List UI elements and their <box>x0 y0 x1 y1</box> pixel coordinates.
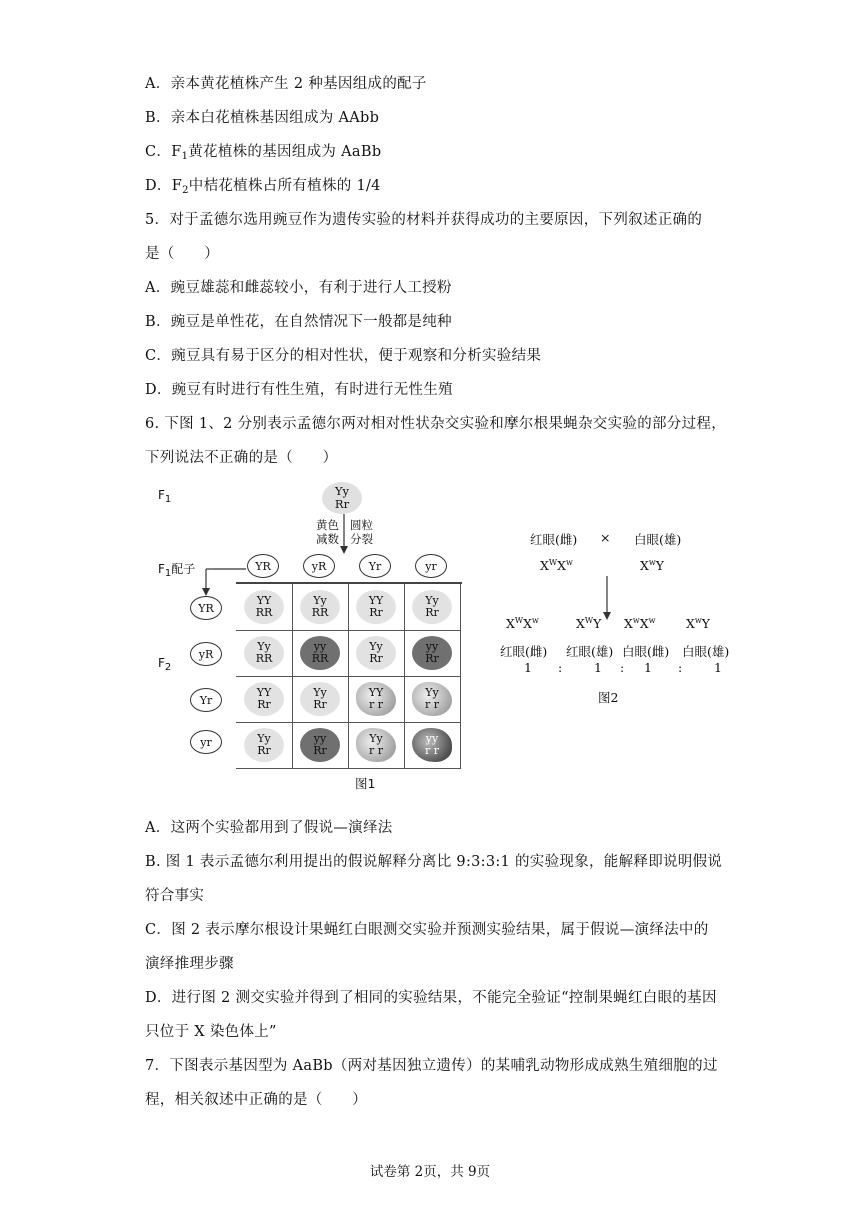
ratio-value: 1 <box>644 660 652 675</box>
seed-yellow-round: Yy Rr <box>412 590 452 624</box>
down-arrow-icon <box>600 576 614 620</box>
q6-option-c-cont: 演绎推理步骤 <box>145 956 234 972</box>
punnett-grid <box>236 582 462 770</box>
parent-female-geno: $X^WX^w$ <box>540 558 573 574</box>
offspring-geno: $X^WX^w$ <box>506 616 539 632</box>
punnett-cell <box>292 630 349 677</box>
punnett-cell <box>404 630 461 677</box>
question-7-stem: 7．下图表示基因型为 AaBb（两对基因独立遗传）的某哺乳动物形成成熟生殖细胞的过 <box>145 1058 718 1074</box>
gamete-left: yR <box>190 642 222 666</box>
option-d-rest: 中桔花植株占所有植株的 1/4 <box>188 178 381 194</box>
punnett-cell <box>404 584 461 631</box>
figure-2-fruit-fly-cross <box>500 530 740 710</box>
punnett-cell <box>236 722 293 769</box>
question-5-stem-cont: 是（ ） <box>145 246 219 262</box>
punnett-cell <box>236 676 293 723</box>
gamete-left: YR <box>190 596 222 620</box>
cross-symbol: × <box>600 530 611 545</box>
figure-2-caption: 图2 <box>598 690 619 705</box>
f1-seed: Yy Rr <box>322 482 362 514</box>
ratio-sep: : <box>678 660 683 675</box>
q6-option-b-cont: 符合事实 <box>145 888 205 904</box>
punnett-cell <box>348 630 405 677</box>
f1-gamete-label: $F_1$配子 <box>158 562 196 579</box>
arrow-label-left: 黄色 减数 <box>316 518 339 546</box>
parent-male-pheno: 白眼(雄) <box>634 532 682 547</box>
gamete-left: yr <box>190 730 222 754</box>
arrow-label-right: 圆粒 分裂 <box>350 518 373 546</box>
gamete-top: yR <box>303 554 335 578</box>
punnett-cell <box>292 584 349 631</box>
f1-label: $F_1$ <box>158 488 172 505</box>
offspring-pheno: 红眼(雄) <box>566 644 614 659</box>
q6-option-d-cont: 只位于 X 染色体上” <box>145 1024 277 1040</box>
seed-green-wrinkled: yy r r <box>412 728 452 762</box>
q5-option-b: B．豌豆是单性花，在自然情况下一般都是纯种 <box>145 314 452 330</box>
ratio-value: 1 <box>714 660 722 675</box>
q5-option-c: C．豌豆具有易于区分的相对性状，便于观察和分析实验结果 <box>145 348 542 364</box>
seed-green-round: yy Rr <box>300 728 340 762</box>
ratio-sep: : <box>558 660 563 675</box>
seed-yellow-round: Yy RR <box>300 590 340 624</box>
punnett-cell <box>404 722 461 769</box>
punnett-cell <box>292 676 349 723</box>
q6-option-d: D．进行图 2 测交实验并得到了相同的实验结果，不能完全验证“控制果蝇红白眼的基因 <box>145 990 717 1006</box>
gamete-left: Yr <box>190 688 222 712</box>
seed-yellow-round: Yy Rr <box>244 728 284 762</box>
offspring-pheno: 红眼(雌) <box>500 644 548 659</box>
punnett-cell <box>348 584 405 631</box>
option-d-prefix: D．F <box>145 178 183 194</box>
seed-yellow-wrinkled: Yy r r <box>412 682 452 716</box>
gamete-top: YR <box>247 554 279 578</box>
punnett-cell <box>236 584 293 631</box>
option-b-text: B．亲本白花植株基因组成为 AAbb <box>145 110 380 126</box>
option-c-rest: 黄花植株的基因组成为 AaBb <box>188 144 382 160</box>
subscript: 2 <box>182 185 189 196</box>
offspring-pheno: 白眼(雄) <box>682 644 730 659</box>
q6-option-a: A．这两个实验都用到了假说—演绎法 <box>145 820 393 836</box>
punnett-cell <box>348 676 405 723</box>
ratio-value: 1 <box>524 660 532 675</box>
q5-option-a: A．豌豆雄蕊和雌蕊较小，有利于进行人工授粉 <box>145 280 452 296</box>
option-c-text <box>145 140 381 161</box>
offspring-geno: $X^wX^w$ <box>624 616 656 632</box>
seed-green-round: yy Rr <box>412 636 452 670</box>
gamete-top: Yr <box>359 554 391 578</box>
subscript: 1 <box>181 151 189 162</box>
seed-yellow-round: Yy Rr <box>356 636 396 670</box>
seed-yellow-round: Yy RR <box>244 636 284 670</box>
question-6-stem-cont: 下列说法不正确的是（ ） <box>145 450 338 466</box>
seed-yellow-round: YY RR <box>244 590 284 624</box>
page-footer: 试卷第 2页，共 9页 <box>369 1164 491 1180</box>
question-7-stem-cont: 程，相关叙述中正确的是（ ） <box>145 1092 367 1108</box>
punnett-cell <box>404 676 461 723</box>
option-d-text <box>145 174 381 195</box>
punnett-cell <box>292 722 349 769</box>
offspring-geno: $X^WY$ <box>576 616 602 632</box>
seed-yellow-wrinkled: Yy r r <box>356 728 396 762</box>
f2-label: $F_2$ <box>158 656 172 673</box>
option-c-prefix: C．F <box>145 144 182 160</box>
seed-yellow-wrinkled: YY r r <box>356 682 396 716</box>
parent-female-pheno: 红眼(雌) <box>530 532 578 547</box>
punnett-cell <box>348 722 405 769</box>
q6-option-c: C．图 2 表示摩尔根设计果蝇红白眼测交实验并预测实验结果，属于假说—演绎法中的 <box>145 922 709 938</box>
offspring-pheno: 白眼(雌) <box>622 644 670 659</box>
parent-male-geno: $X^wY$ <box>640 558 665 574</box>
option-a-text: A．亲本黄花植株产生 2 种基因组成的配子 <box>145 76 427 92</box>
q6-option-b: B. 图 1 表示孟德尔利用提出的假说解释分离比 9:3:3:1 的实验现象，能解释即说明假说 <box>145 854 723 870</box>
offspring-geno: $X^wY$ <box>686 616 711 632</box>
seed-green-round: yy RR <box>300 636 340 670</box>
seed-yellow-round: YY Rr <box>356 590 396 624</box>
q5-option-d: D．豌豆有时进行有性生殖，有时进行无性生殖 <box>145 382 453 398</box>
seed-yellow-round: Yy Rr <box>300 682 340 716</box>
seed-yellow-round: YY Rr <box>244 682 284 716</box>
gamete-top: yr <box>415 554 447 578</box>
figure-1-caption: 图1 <box>355 776 376 791</box>
question-6-stem: 6. 下图 1、2 分别表示孟德尔两对相对性状杂交实验和摩尔根果蝇杂交实验的部分过程， <box>145 416 727 432</box>
ratio-sep: : <box>620 660 625 675</box>
punnett-cell <box>236 630 293 677</box>
question-5-stem: 5．对于孟德尔选用豌豆作为遗传实验的材料并获得成功的主要原因，下列叙述正确的 <box>145 212 703 228</box>
figure-1-punnett-square <box>150 478 490 798</box>
ratio-value: 1 <box>594 660 602 675</box>
